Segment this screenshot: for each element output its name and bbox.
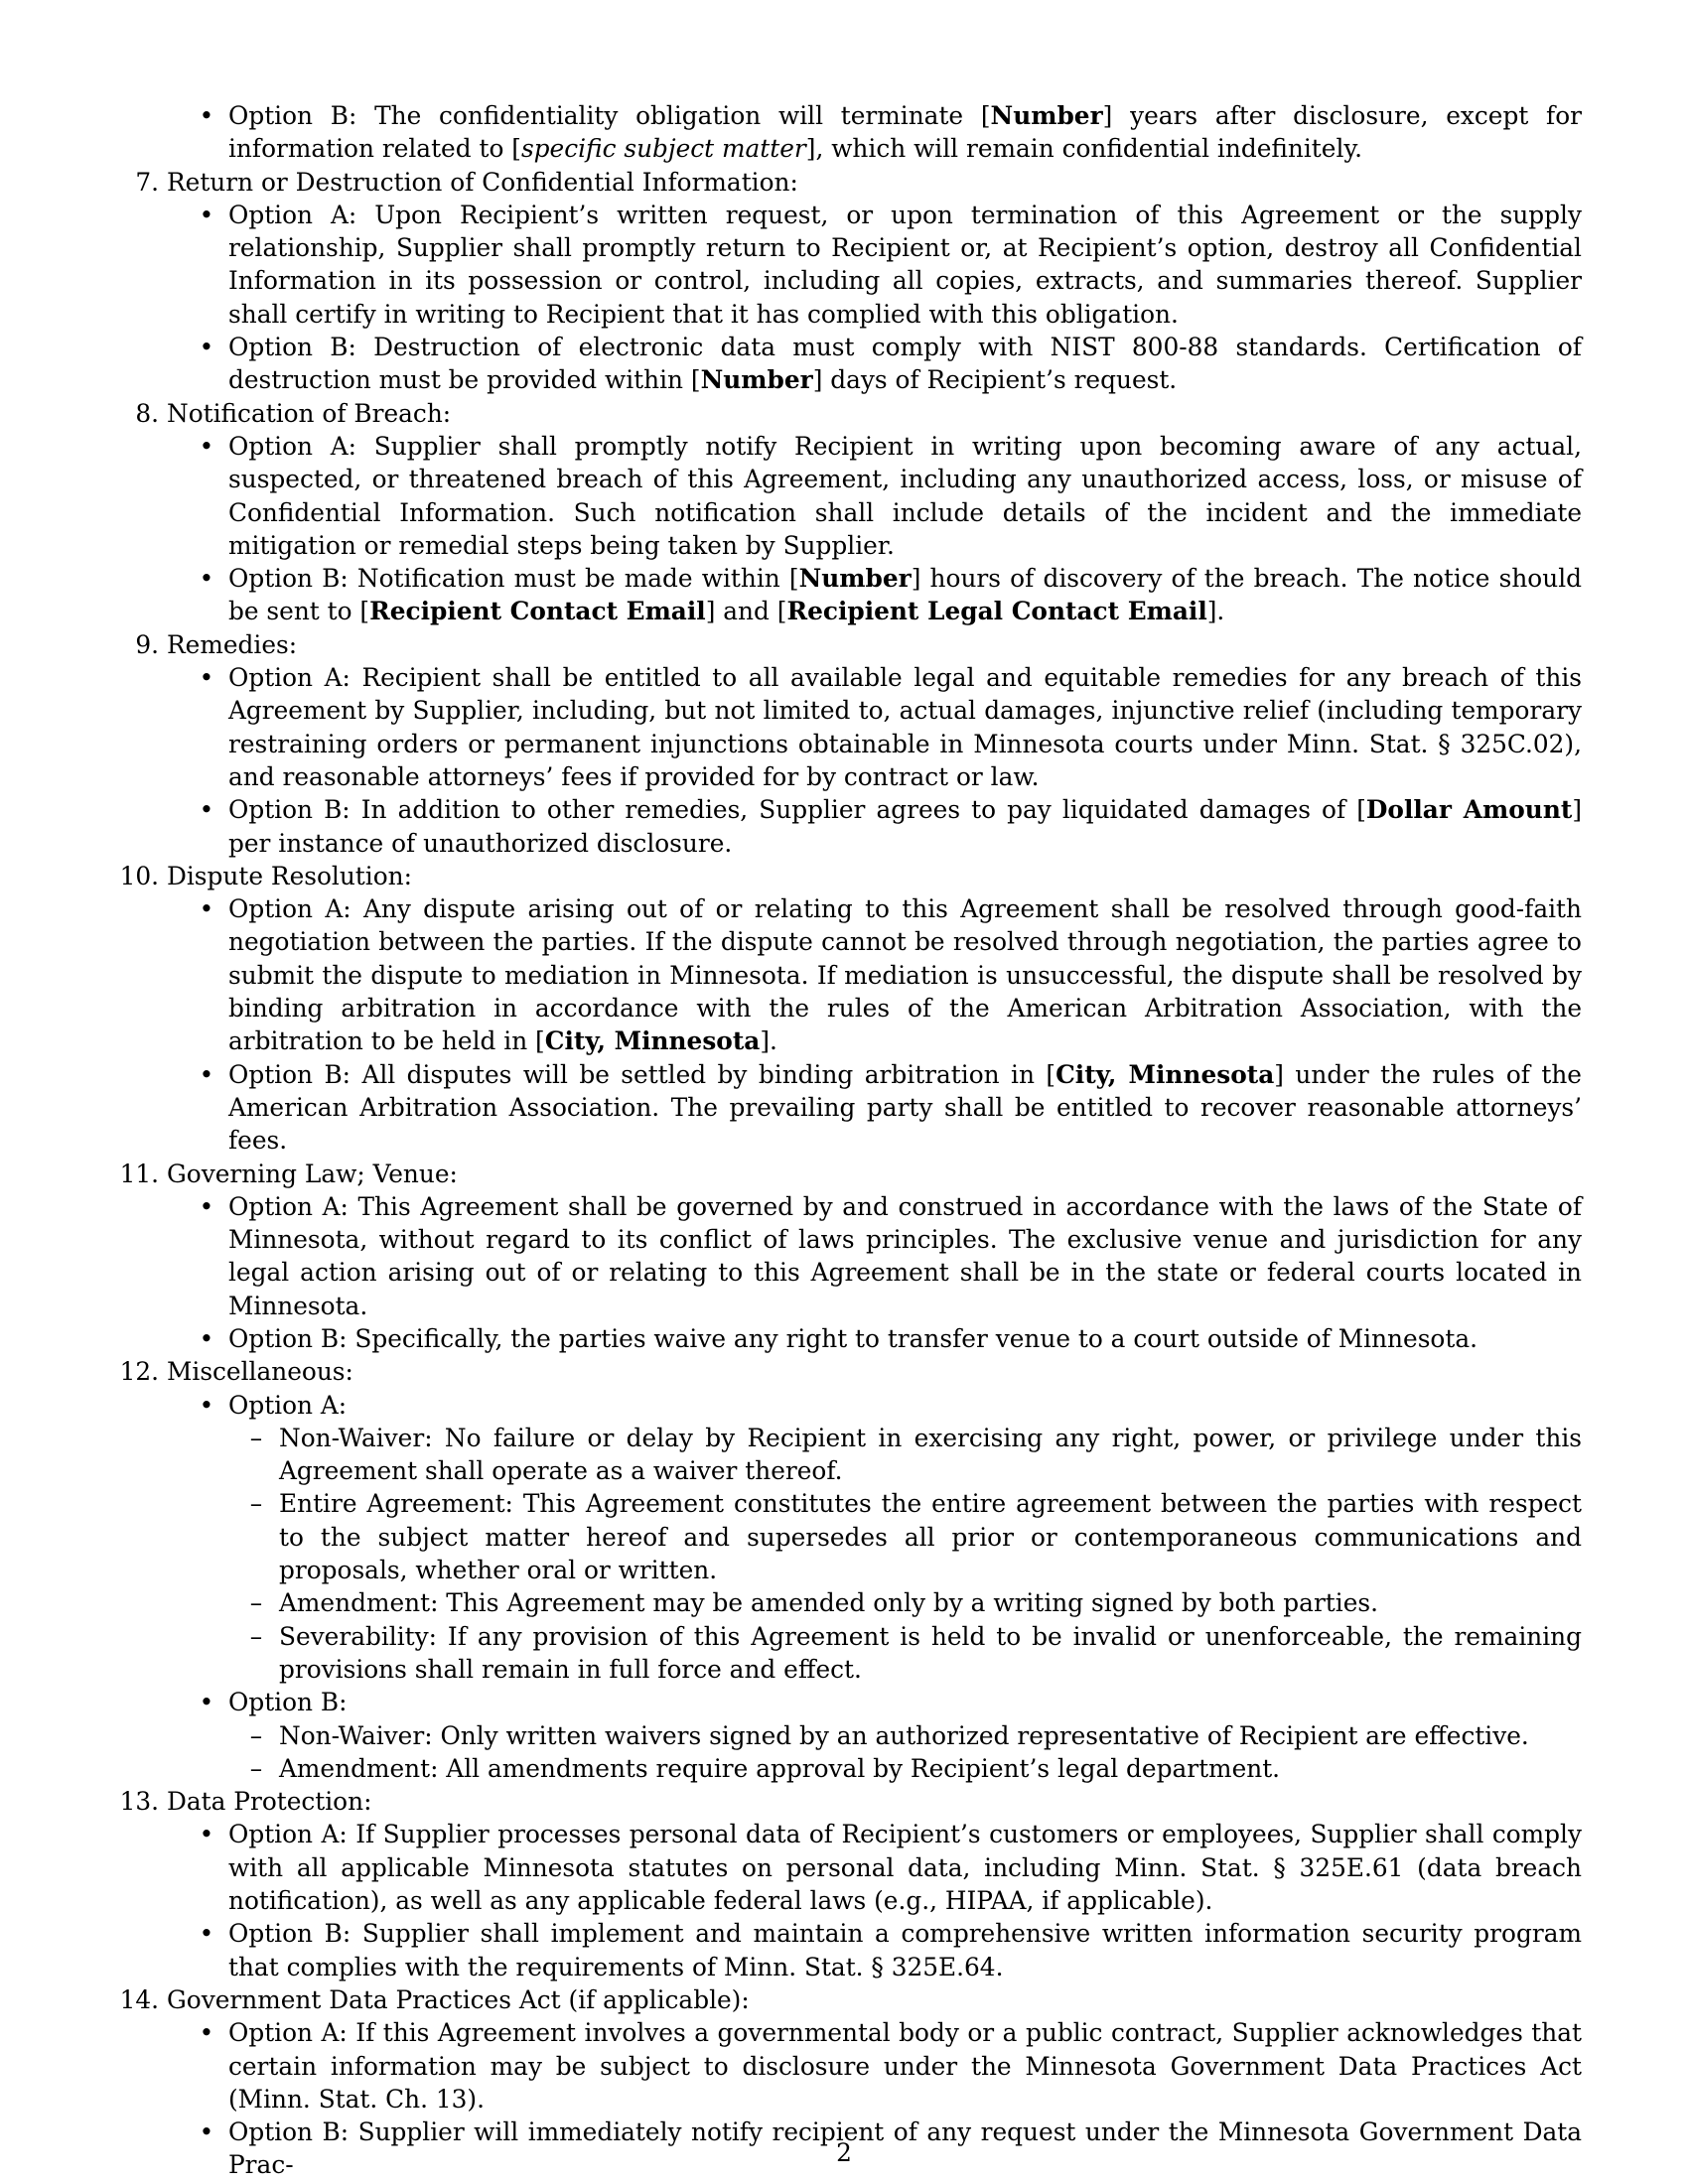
option-a: • Option A: Recipient shall be entitled to all available legal and equitable remedies for any breach of this Agreement by Supplier, including, but not limited to, actual damages, injunctive relief (including temporary restraining orders or permanent injunctions obtainable in Minnesota courts under Minn. Stat. § 325C.02), and reasonable attorneys’ fees if provided for by contract or law.: [167, 661, 1582, 793]
sub-item: – Severability: If any provision of this Agreement is held to be invalid or unenforceable, the remaining provisions shall remain in full force and effect.: [167, 1620, 1582, 1687]
dash: –: [249, 1489, 263, 1519]
bullet: •: [199, 1919, 214, 1949]
section-number: 12.: [119, 1357, 159, 1387]
section-number: 7.: [135, 167, 159, 197]
section-number: 9.: [135, 629, 159, 659]
option-a: • Option A: If this Agreement involves a governmental body or a public contract, Supplier acknowledges that certain information may be subject to disclosure under the Minnesota Government Data Practices Act (Minn. Stat. Ch. 13).: [167, 2016, 1582, 2116]
option-a: • Option A: Upon Recipient’s written request, or upon termination of this Agreement or the supply relationship, Supplier shall promptly return to Recipient or, at Recipient’s option, destroy all Confidential Information in its possession or control, including all copies, extracts, and summaries thereof. Supplier shall certify in writing to Recipient that it has complied with this obligation.: [167, 199, 1582, 331]
section-11: [119, 1158, 1582, 1356]
sub-item: – Entire Agreement: This Agreement constitutes the entire agreement between the parties with respect to the subject matter hereof and supersedes all prior or contemporaneous communications and proposals, whether oral or written.: [167, 1487, 1582, 1586]
option-a: • Option A: Any dispute arising out of or relating to this Agreement shall be resolved through good-faith negotiation between the parties. If the dispute cannot be resolved through negotiation, the parties agree to submit the dispute to mediation in Minnesota. If mediation is unsuccessful, the dispute shall be resolved by binding arbitration in accordance with the rules of the American Arbitration Association, with the arbitration to be held in [City, Minnesota].: [167, 892, 1582, 1057]
document-body: [119, 99, 1582, 2182]
bullet: •: [199, 1820, 214, 1849]
section-12: [119, 1355, 1582, 1785]
bullet: •: [199, 795, 214, 825]
option-b: • Option B: Supplier shall implement and maintain a comprehensive written information security program that complies with the requirements of Minn. Stat. § 325E.64.: [167, 1917, 1582, 1983]
dash: –: [249, 1720, 263, 1750]
bullet: •: [199, 200, 214, 229]
list-item: • Option B: The confidentiality obligation will terminate [Number] years after disclosure, except for information related to [specific subject matter], which will remain confidential indefinitely.: [167, 99, 1582, 166]
bullet: •: [199, 2117, 214, 2147]
option-a: • Option A: Supplier shall promptly notify Recipient in writing upon becoming aware of any actual, suspected, or threatened breach of this Agreement, including any unauthorized access, loss, or misuse of Confidential Information. Such notification shall include details of the incident and the immediate mitigation or remedial steps being taken by Supplier.: [167, 430, 1582, 562]
bullet: •: [199, 663, 214, 693]
bullet: •: [199, 101, 214, 130]
bullet: •: [199, 1059, 214, 1089]
dash: –: [249, 1753, 263, 1783]
dash: –: [249, 1423, 263, 1452]
section-heading: 9. Remedies:: [167, 628, 1582, 661]
option-a: • Option A: This Agreement shall be governed by and construed in accordance with the laws of the State of Minnesota, without regard to its conflict of laws principles. The exclusive venue and jurisdiction for any legal action arising out of or relating to this Agreement shall be in the state or federal courts located in Minnesota.: [167, 1190, 1582, 1322]
section-8: [135, 397, 1582, 628]
section-7: [135, 166, 1582, 397]
section-number: 13.: [119, 1787, 159, 1817]
bullet: •: [199, 894, 214, 924]
option-b: • Option B:: [167, 1686, 1582, 1718]
section-13: [119, 1785, 1582, 1983]
bullet: •: [199, 2018, 214, 2048]
page-number: 2: [836, 2138, 852, 2167]
bullet: •: [199, 431, 214, 461]
option-b: • Option B: In addition to other remedies, Supplier agrees to pay liquidated damages of [Dollar Amount] per instance of unauthorized disclosure.: [167, 793, 1582, 860]
option-b: • Option B: All disputes will be settled by binding arbitration in [City, Minnesota] under the rules of the American Arbitration Association. The prevailing party shall be entitled to recover reasonable attorneys’ fees.: [167, 1058, 1582, 1158]
dash: –: [249, 1588, 263, 1618]
section-9: [135, 628, 1582, 860]
section-heading: 13. Data Protection:: [167, 1785, 1582, 1818]
section-heading: 14. Government Data Practices Act (if applicable):: [167, 1983, 1582, 2016]
bullet: •: [199, 564, 214, 594]
dash: –: [249, 1621, 263, 1651]
section-number: 8.: [135, 398, 159, 428]
option-a: • Option A:: [167, 1389, 1582, 1422]
option-b: • Option B: Supplier will immediately notify recipient of any request under the Minnesota Government Data Prac-: [167, 2116, 1582, 2182]
option-a: • Option A: If Supplier processes personal data of Recipient’s customers or employees, Supplier shall comply with all applicable Minnesota statutes on personal data, including Minn. Stat. § 325E.61 (data breach notification), as well as any applicable federal laws (e.g., HIPAA, if applicable).: [167, 1818, 1582, 1917]
section-heading: 11. Governing Law; Venue:: [167, 1158, 1582, 1190]
section-number: 14.: [119, 1984, 159, 2014]
option-b: • Option B: Destruction of electronic data must comply with NIST 800-88 standards. Certification of destruction must be provided within [Number] days of Recipient’s request.: [167, 331, 1582, 397]
section-heading: 7. Return or Destruction of Confidential Information:: [167, 166, 1582, 199]
sub-item: – Amendment: All amendments require approval by Recipient’s legal department.: [167, 1752, 1582, 1785]
section-heading: 12. Miscellaneous:: [167, 1355, 1582, 1388]
sub-item: – Non-Waiver: No failure or delay by Recipient in exercising any right, power, or privilege under this Agreement shall operate as a waiver thereof.: [167, 1422, 1582, 1488]
bullet: •: [199, 1390, 214, 1420]
bullet: •: [199, 1191, 214, 1221]
section-heading: 8. Notification of Breach:: [167, 397, 1582, 430]
section-10: [119, 860, 1582, 1158]
bullet: •: [199, 333, 214, 362]
option-b: • Option B: Notification must be made within [Number] hours of discovery of the breach. The notice should be sent to [Recipient Contact Email] and [Recipient Legal Contact Email].: [167, 562, 1582, 628]
bullet: •: [199, 1323, 214, 1353]
section-heading: 10. Dispute Resolution:: [167, 860, 1582, 892]
sub-item: – Non-Waiver: Only written waivers signed by an authorized representative of Recipient are effective.: [167, 1719, 1582, 1752]
section-number: 10.: [119, 861, 159, 890]
option-b: • Option B: Specifically, the parties waive any right to transfer venue to a court outside of Minnesota.: [167, 1322, 1582, 1355]
bullet: •: [199, 1688, 214, 1717]
section-number: 11.: [119, 1159, 159, 1188]
sub-item: – Amendment: This Agreement may be amended only by a writing signed by both parties.: [167, 1586, 1582, 1619]
